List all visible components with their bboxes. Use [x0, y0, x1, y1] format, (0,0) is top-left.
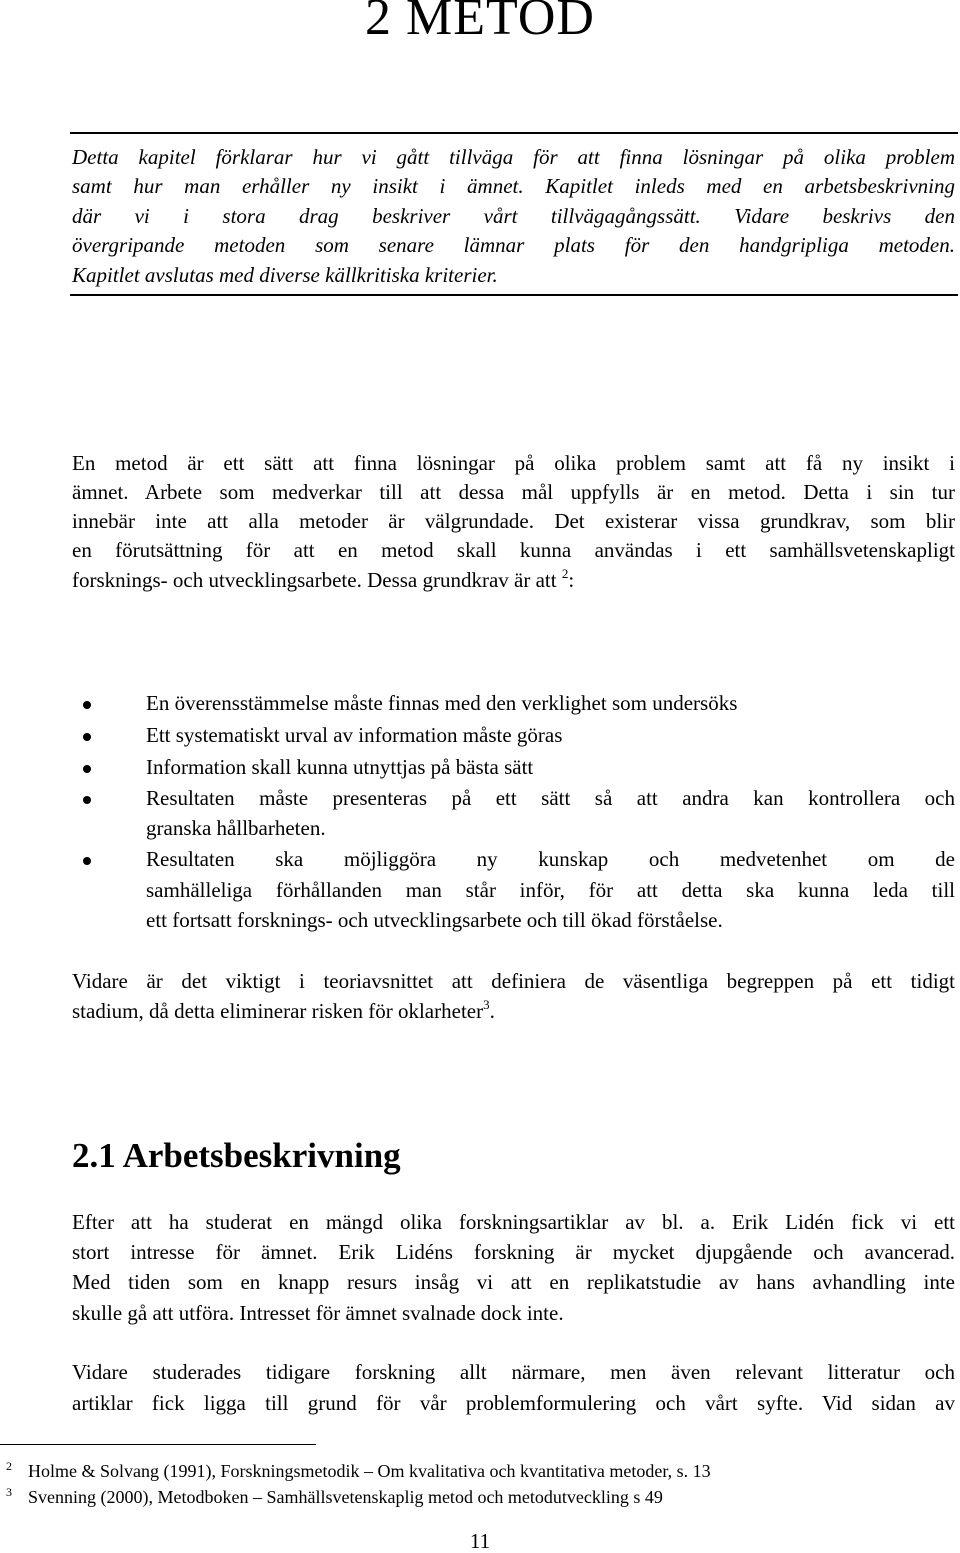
body-line	[72, 997, 955, 1026]
body-line: innebär inte att alla metoder är välgrundade. Det existerar vissa grundkrav, som blir	[72, 509, 955, 533]
body-line: Efter att ha studerat en mängd olika forskningsartiklar av bl. a. Erik Lidén fick vi ett	[72, 1210, 955, 1234]
body-text: forsknings- och utvecklingsarbete. Dessa grundkrav är att	[72, 568, 557, 592]
footnote-ref[interactable]: 2	[561, 566, 569, 581]
footnote-ref[interactable]: 3	[483, 997, 490, 1012]
footnote: 3 Svenning (2000), Metodboken – Samhällsvetenskaplig metod och metodutveckling s 49	[6, 1485, 663, 1507]
bullet-icon	[83, 733, 91, 741]
list-item: samhälleliga förhållanden man står inför, för att detta ska kunna leda till	[146, 878, 955, 902]
body-text: :	[568, 568, 575, 592]
intro-line: Detta kapitel förklarar hur vi gått tillväga för att finna lösningar på olika problem	[72, 145, 955, 169]
list-item: En överensstämmelse måste finnas med den verklighet som undersöks	[146, 691, 738, 715]
footnote: 2 Holme & Solvang (1991), Forskningsmetodik – Om kvalitativa och kvantitativa metoder, s. 13	[6, 1459, 711, 1481]
intro-line: övergripande metoden som senare lämnar plats för den handgripliga metoden.	[72, 233, 955, 257]
body-line: artiklar fick ligga till grund för vår problemformulering och vårt syfte. Vid sidan av	[72, 1391, 955, 1415]
body-line: skulle gå att utföra. Intresset för ämnet svalnade dock inte.	[72, 1301, 564, 1325]
list-item: granska hållbarheten.	[146, 816, 326, 840]
body-line: Vidare är det viktigt i teoriavsnittet att definiera de väsentliga begreppen på ett tidigt	[72, 969, 955, 993]
body-line: stort intresse för ämnet. Erik Lidéns forskning är mycket djupgående och avancerad.	[72, 1240, 955, 1264]
list-item: Information skall kunna utnyttjas på bästa sätt	[146, 755, 534, 779]
footnote-text: Svenning (2000), Metodboken – Samhällsvetenskaplig metod och metodutveckling s 49	[28, 1487, 663, 1507]
footnote-text: Holme & Solvang (1991), Forskningsmetodik – Om kvalitativa och kvantitativa metoder, s. 13	[28, 1461, 711, 1481]
body-line: Vidare studerades tidigare forskning allt närmare, men även relevant litteratur och	[72, 1360, 955, 1384]
bullet-icon	[83, 796, 91, 804]
body-line: Med tiden som en knapp resurs insåg vi att en replikatstudie av hans avhandling inte	[72, 1270, 955, 1294]
page-title: 2 METOD	[365, 0, 595, 46]
body-text: stadium, då detta eliminerar risken för oklarheter	[72, 999, 484, 1023]
body-text: .	[489, 999, 495, 1023]
intro-line: där vi i stora drag beskriver vårt tillvägagångssätt. Vidare beskrivs den	[72, 204, 955, 228]
bullet-icon	[83, 701, 91, 709]
body-line	[72, 566, 955, 595]
footnote-divider	[0, 1444, 316, 1445]
page-number: 11	[469, 1529, 491, 1553]
bullet-icon	[83, 857, 91, 865]
list-item: Resultaten ska möjliggöra ny kunskap och medvetenhet om de	[146, 847, 955, 871]
bullet-icon	[83, 765, 91, 773]
section-heading: 2.1 Arbetsbeskrivning	[72, 1136, 401, 1175]
body-line: ämnet. Arbete som medverkar till att dessa mål uppfylls är en metod. Detta i sin tur	[72, 480, 955, 504]
intro-line: samt hur man erhåller ny insikt i ämnet. Kapitlet inleds med en arbetsbeskrivning	[72, 174, 955, 198]
body-line: En metod är ett sätt att finna lösningar på olika problem samt att få ny insikt i	[72, 451, 955, 475]
intro-line: Kapitlet avslutas med diverse källkritiska kriterier.	[72, 263, 498, 287]
list-item: Resultaten måste presenteras på ett sätt så att andra kan kontrollera och	[146, 786, 955, 810]
list-item: Ett systematiskt urval av information måste göras	[146, 723, 563, 747]
body-line: en förutsättning för att en metod skall kunna användas i ett samhällsvetenskapligt	[72, 538, 955, 562]
list-item: ett fortsatt forsknings- och utvecklingsarbete och till ökad förståelse.	[146, 908, 723, 932]
